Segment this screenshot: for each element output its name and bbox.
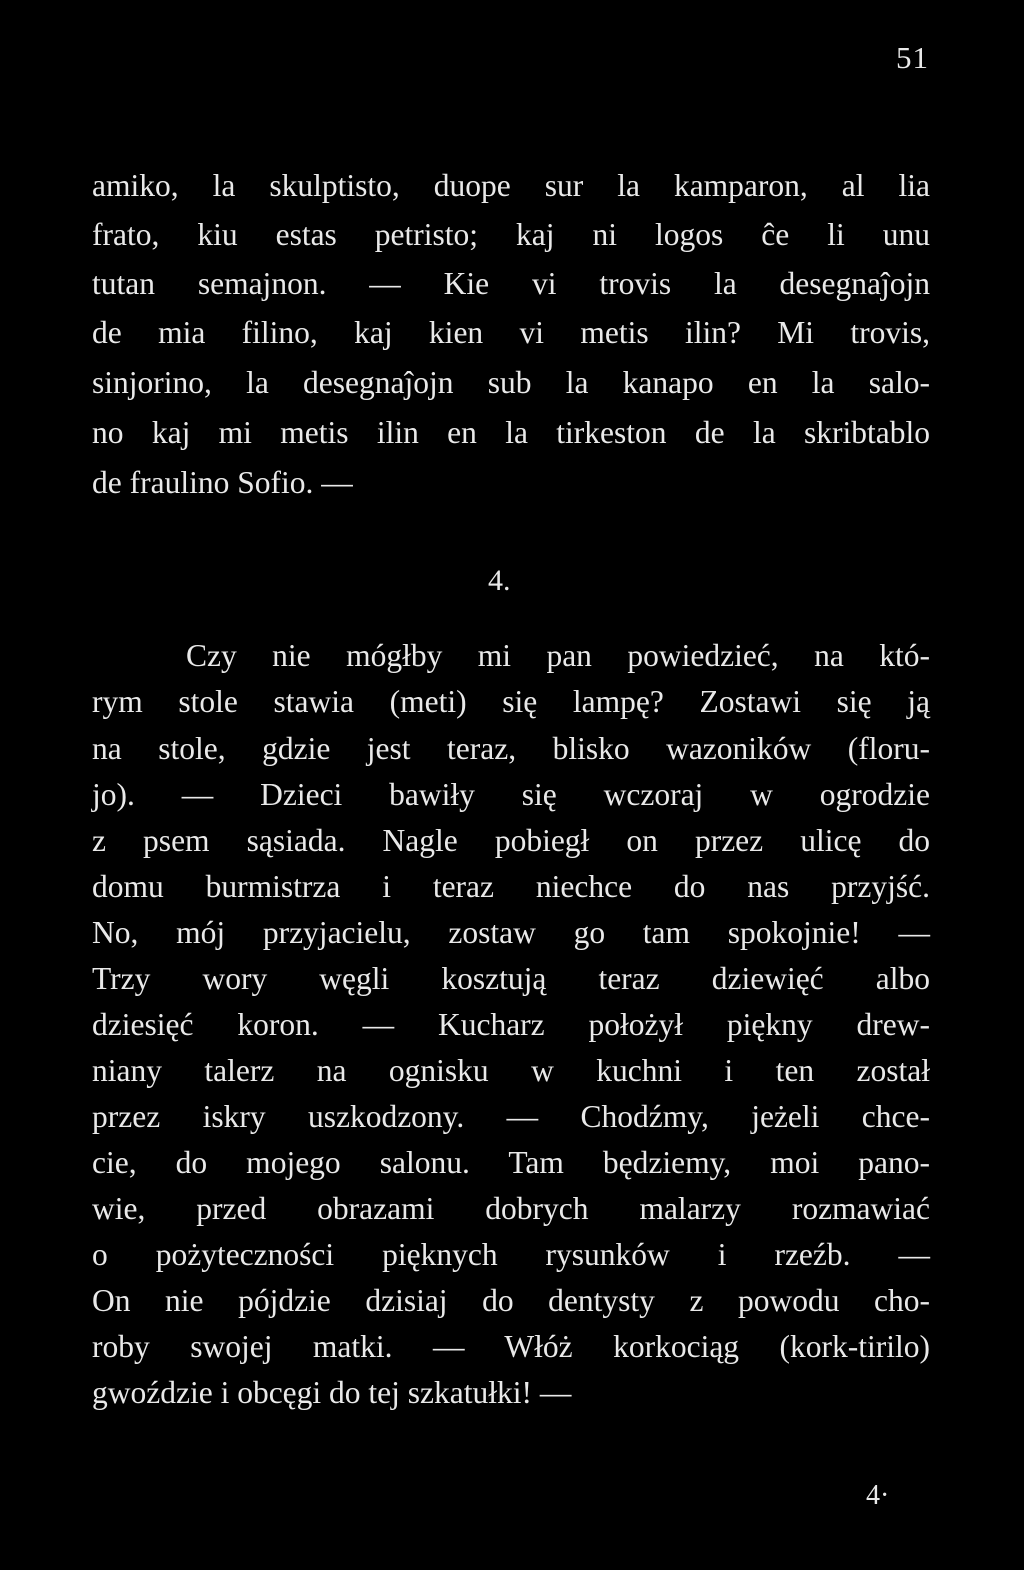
text-line: przez iskry uszkodzony. — Chodźmy, jeżeli chce- <box>92 1099 930 1134</box>
text-line: roby swojej matki. — Włóż korkociąg (kork-tirilo) <box>92 1329 930 1364</box>
text-line: tutan semajnon. — Kie vi trovis la desegnaĵojn <box>92 266 930 301</box>
text-line: Czy nie mógłby mi pan powiedzieć, na któ- <box>186 638 930 673</box>
text-line: sinjorino, la desegnaĵojn sub la kanapo en la salo- <box>92 365 930 400</box>
text-line: de mia filino, kaj kien vi metis ilin? Mi trovis, <box>92 315 930 350</box>
text-line: na stole, gdzie jest teraz, blisko wazoników (floru- <box>92 731 930 766</box>
text-line: z psem sąsiada. Nagle pobiegł on przez ulicę do <box>92 823 930 858</box>
signature-mark: 4· <box>866 1480 890 1511</box>
text-line: jo). — Dzieci bawiły się wczoraj w ogrodzie <box>92 777 930 812</box>
section-number: 4. <box>488 564 511 597</box>
text-line: gwoździe i obcęgi do tej szkatułki! — <box>92 1375 572 1410</box>
text-line: wie, przed obrazami dobrych malarzy rozmawiać <box>92 1191 930 1226</box>
text-line: dziesięć koron. — Kucharz położył piękny drew- <box>92 1007 930 1042</box>
text-line: cie, do mojego salonu. Tam będziemy, moi pano- <box>92 1145 930 1180</box>
text-line: niany talerz na ognisku w kuchni i ten został <box>92 1053 930 1088</box>
text-line: amiko, la skulptisto, duope sur la kamparon, al lia <box>92 168 930 203</box>
text-line: rym stole stawia (meti) się lampę? Zostawi się ją <box>92 684 930 719</box>
text-line: Trzy wory węgli kosztują teraz dziewięć albo <box>92 961 930 996</box>
page-number: 51 <box>896 40 929 75</box>
text-line: frato, kiu estas petristo; kaj ni logos ĉe li unu <box>92 217 930 252</box>
text-line: On nie pójdzie dzisiaj do dentysty z powodu cho- <box>92 1283 930 1318</box>
text-line: o pożyteczności pięknych rysunków i rzeźb. — <box>92 1237 930 1272</box>
text-line: domu burmistrza i teraz niechce do nas przyjść. <box>92 869 930 904</box>
text-line: de fraulino Sofio. — <box>92 465 353 500</box>
text-line: no kaj mi metis ilin en la tirkeston de la skribtablo <box>92 415 930 450</box>
text-line: No, mój przyjacielu, zostaw go tam spokojnie! — <box>92 915 930 950</box>
